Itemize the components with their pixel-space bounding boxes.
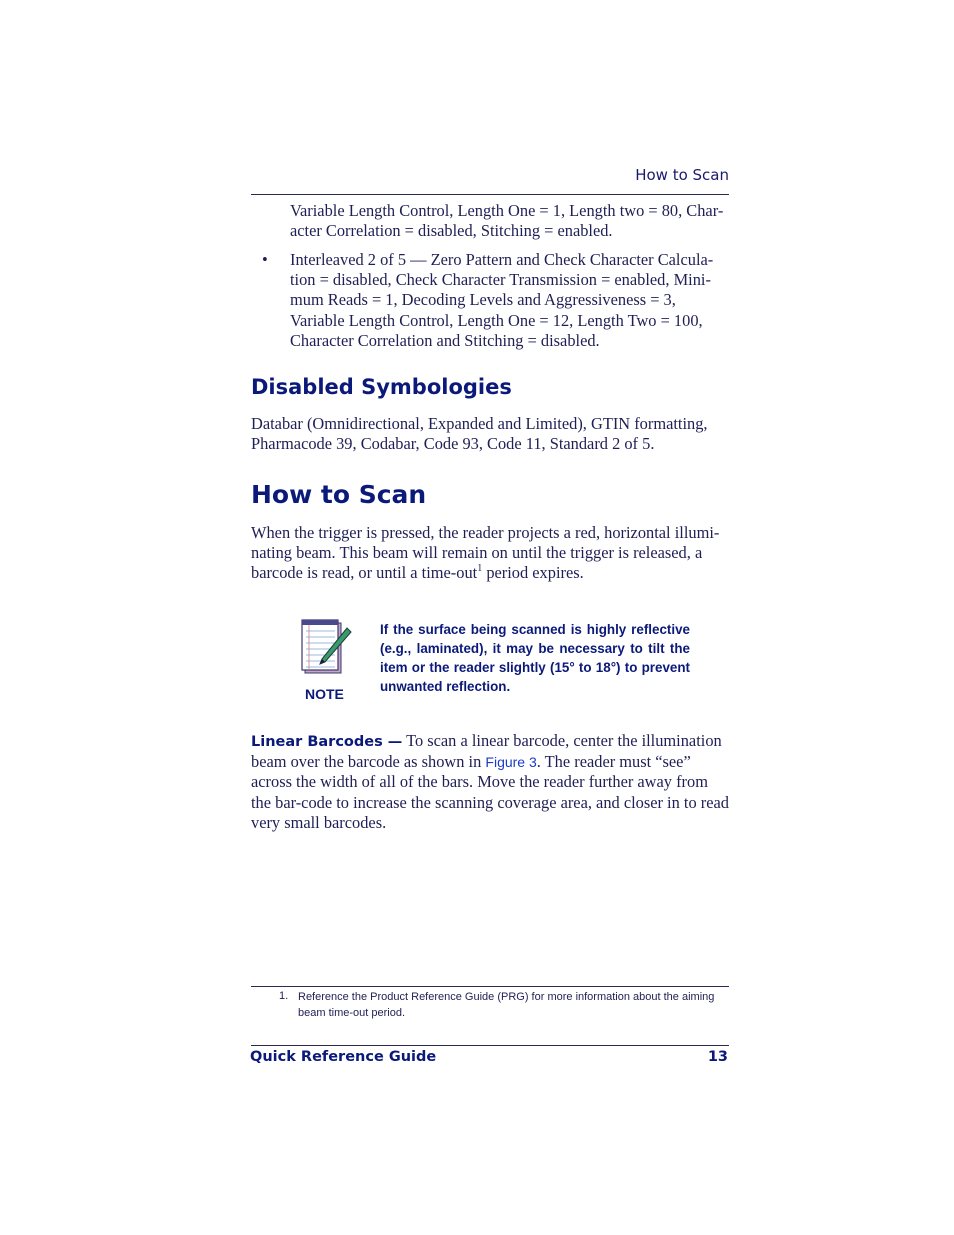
- bullet-marker: •: [262, 250, 268, 269]
- linear-barcodes-text: To scan a linear barcode, center the illumination beam over the barcode as shown in: [251, 731, 722, 772]
- bullet-item-interleaved: Interleaved 2 of 5 — Zero Pattern and Check Character Calcula-tion = disabled, Check Character Transmission = enabled, Mini-mum Reads = 1, Decoding Levels and Aggressiveness = 3, Variable Length Control, Length One = 12, Length Two = 100, Character Correlation and Stitching = disabled.: [290, 250, 714, 350]
- linear-barcodes-paragraph: [251, 731, 731, 833]
- note-text: If the surface being scanned is highly reflective (e.g., laminated), it may be necessary to tilt the item or the reader slightly (15° to 18°) to prevent unwanted reflection.: [380, 622, 690, 694]
- figure-3-link[interactable]: Figure 3: [485, 754, 537, 771]
- footnote-rule: [251, 986, 729, 987]
- how-to-scan-text: When the trigger is pressed, the reader projects a red, horizontal illumi-nating beam. This beam will remain on until the trigger is released, a barcode is read, or until a time-out: [251, 523, 720, 583]
- note-pad-pen-icon: [298, 616, 354, 676]
- footer-title: Quick Reference Guide: [250, 1049, 437, 1065]
- disabled-symbologies-paragraph: Databar (Omnidirectional, Expanded and Limited), GTIN formatting, Pharmacode 39, Codabar, Code 93, Code 11, Standard 2 of 5.: [251, 414, 708, 454]
- page-title: How to Scan: [251, 480, 427, 509]
- footnote-text: Reference the Product Reference Guide (PRG) for more information about the aiming beam time-out period.: [298, 991, 715, 1019]
- footer-rule: [251, 1045, 729, 1046]
- note-label: NOTE: [305, 686, 344, 702]
- header-rule: [251, 194, 729, 195]
- page-number: 13: [707, 1049, 728, 1065]
- running-header: How to Scan: [635, 166, 729, 184]
- footnote-number: 1.: [279, 990, 289, 1002]
- continued-paragraph: Variable Length Control, Length One = 1, Length two = 80, Char-acter Correlation = disabled, Stitching = enabled.: [290, 201, 724, 241]
- footnote-reference[interactable]: 1: [477, 563, 483, 575]
- how-to-scan-text-end: period expires.: [482, 563, 584, 583]
- linear-barcodes-text-end: . The reader must “see” across the width of all of the bars. Move the reader further away from the bar-code to increase the scanning coverage area, and closer in to read very small barcodes.: [251, 752, 729, 832]
- linear-barcodes-run-in-heading: Linear Barcodes —: [251, 734, 403, 750]
- section-heading-disabled-symbologies: Disabled Symbologies: [251, 375, 512, 399]
- how-to-scan-paragraph: [251, 523, 731, 584]
